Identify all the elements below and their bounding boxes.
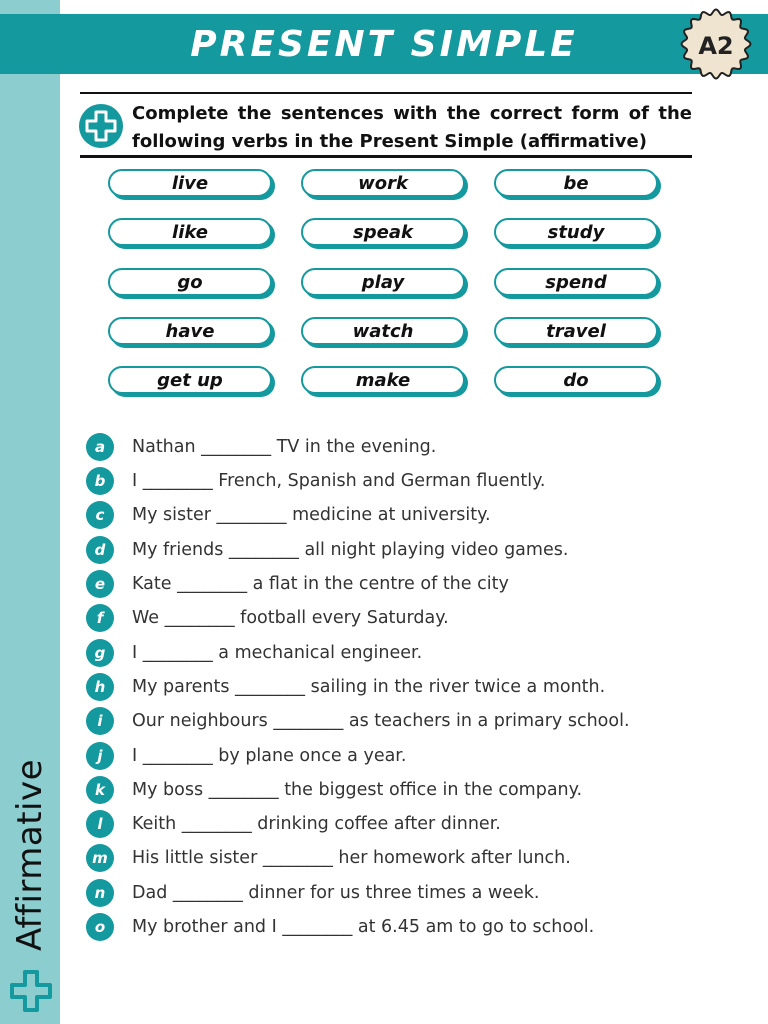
verb-chip: work xyxy=(301,169,465,197)
sentence-text: My friends ________ all night playing video games. xyxy=(132,540,569,560)
sentence-text: I ________ a mechanical engineer. xyxy=(132,643,423,663)
verb-chip: study xyxy=(494,218,658,246)
verb-chip: go xyxy=(108,268,272,296)
item-letter-badge: e xyxy=(86,570,114,598)
list-item xyxy=(86,741,406,771)
verb-chip: do xyxy=(494,366,658,394)
page-title: PRESENT SIMPLE xyxy=(190,23,578,65)
list-item xyxy=(86,912,594,942)
item-letter-badge: g xyxy=(86,639,114,667)
sidebar-label: Affirmative xyxy=(10,758,50,952)
verb-chip: make xyxy=(301,366,465,394)
verb-chip: be xyxy=(494,169,658,197)
item-letter-badge: b xyxy=(86,467,114,495)
sentence-text: Nathan ________ TV in the evening. xyxy=(132,437,437,457)
item-letter-badge: m xyxy=(86,844,114,872)
list-item xyxy=(86,706,630,736)
verb-chip: live xyxy=(108,169,272,197)
plus-icon xyxy=(8,968,54,1014)
divider xyxy=(80,155,692,158)
divider xyxy=(80,92,692,94)
sentence-text: Dad ________ dinner for us three times a week. xyxy=(132,883,540,903)
list-item xyxy=(86,466,546,496)
sentence-text: I ________ French, Spanish and German fluently. xyxy=(132,471,546,491)
sentence-text: We ________ football every Saturday. xyxy=(132,608,449,628)
level-badge: A2 xyxy=(698,32,734,60)
item-letter-badge: h xyxy=(86,673,114,701)
sentence-text: I ________ by plane once a year. xyxy=(132,746,407,766)
list-item xyxy=(86,672,605,702)
list-item xyxy=(86,809,501,839)
list-item xyxy=(86,535,568,565)
item-letter-badge: i xyxy=(86,707,114,735)
sentence-text: My parents ________ sailing in the river twice a month. xyxy=(132,677,606,697)
sentence-text: My sister ________ medicine at university. xyxy=(132,505,491,525)
item-letter-badge: k xyxy=(86,776,114,804)
verb-chip: travel xyxy=(494,317,658,345)
list-item xyxy=(86,569,509,599)
item-letter-badge: c xyxy=(86,501,114,529)
verb-chip: speak xyxy=(301,218,465,246)
instruction-text: Complete the sentences with the correct form of the following verbs in the Present Simple (affirmative) xyxy=(132,103,692,152)
verb-chip: have xyxy=(108,317,272,345)
verb-chip: watch xyxy=(301,317,465,345)
sentence-text: His little sister ________ her homework after lunch. xyxy=(132,848,571,868)
plus-icon xyxy=(78,103,124,149)
item-letter-badge: o xyxy=(86,913,114,941)
list-item xyxy=(86,878,539,908)
list-item xyxy=(86,638,422,668)
sentence-text: My boss ________ the biggest office in the company. xyxy=(132,780,583,800)
item-letter-badge: l xyxy=(86,810,114,838)
item-letter-badge: n xyxy=(86,879,114,907)
list-item xyxy=(86,843,571,873)
item-letter-badge: d xyxy=(86,536,114,564)
list-item xyxy=(86,775,582,805)
wavy-badge-icon xyxy=(680,8,752,80)
verb-chip: spend xyxy=(494,268,658,296)
verb-chip: play xyxy=(301,268,465,296)
item-letter-badge: j xyxy=(86,742,114,770)
item-letter-badge: f xyxy=(86,604,114,632)
list-item xyxy=(86,432,436,462)
sentence-text: My brother and I ________ at 6.45 am to go to school. xyxy=(132,917,595,937)
list-item xyxy=(86,603,449,633)
sentence-text: Kate ________ a flat in the centre of the city xyxy=(132,574,509,594)
sentence-text: Keith ________ drinking coffee after dinner. xyxy=(132,814,501,834)
list-item xyxy=(86,500,491,530)
sentence-text: Our neighbours ________ as teachers in a primary school. xyxy=(132,711,630,731)
verb-chip: like xyxy=(108,218,272,246)
item-letter-badge: a xyxy=(86,433,114,461)
verb-chip: get up xyxy=(108,366,272,394)
